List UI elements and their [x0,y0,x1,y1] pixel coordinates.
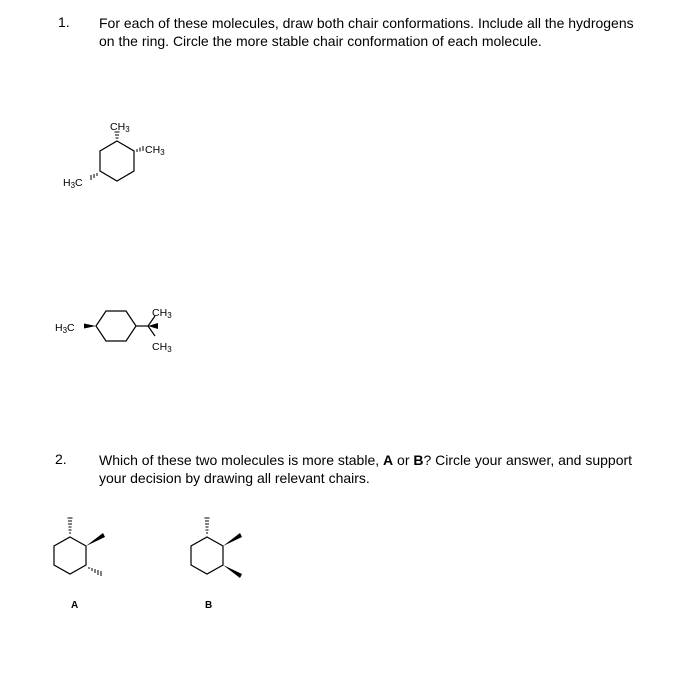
question-2-text-part1: Which of these two molecules is more stable, [99,452,384,468]
molecule-1-ring [100,141,134,181]
molecule-b-hashed-up [205,518,210,533]
question-1-number: 1. [58,14,70,30]
molecule-a-hashed-up [68,518,73,533]
molecule-1-label-right: CH3 [145,144,165,157]
molecule-a [54,518,105,576]
molecule-a-hashed-down [89,567,101,576]
molecule-b-wedge-down [223,565,242,578]
molecule-2-label-lower: CH3 [152,341,172,354]
molecule-1-label-top: CH3 [110,121,130,134]
question-2-number: 2. [55,451,67,467]
molecule-2-label-upper: CH3 [152,307,172,320]
question-1-text: For each of these molecules, draw both chair conformations. Include all the hydrogens on the ring. Circle the more stable chair conformation of each molecule. [99,15,634,49]
molecule-1 [91,132,143,181]
option-b-inline: B [413,452,424,468]
molecule-a-ring [54,537,86,574]
question-2-text-or: or [393,452,414,468]
molecule-1-hashed-bond-right [137,146,143,152]
molecule-2-label-left: H3C [55,322,75,335]
molecule-b-wedge-up [223,533,242,546]
molecule-2-wedge-left [84,324,96,329]
molecule-b-ring [191,537,223,574]
molecule-b [191,518,242,578]
molecule-b-label: B [205,600,213,611]
molecule-2-ring [96,311,136,341]
molecule-a-wedge [86,533,105,546]
question-2-text-part2: ? Circle your answer, and support your decision by drawing all relevant chairs. [99,452,633,486]
molecule-1-label-left: H3C [63,177,83,190]
molecule-2 [84,311,158,341]
molecule-a-label: A [71,600,79,611]
molecule-1-hashed-bond-left [91,173,97,180]
option-a-inline: A [383,452,394,468]
